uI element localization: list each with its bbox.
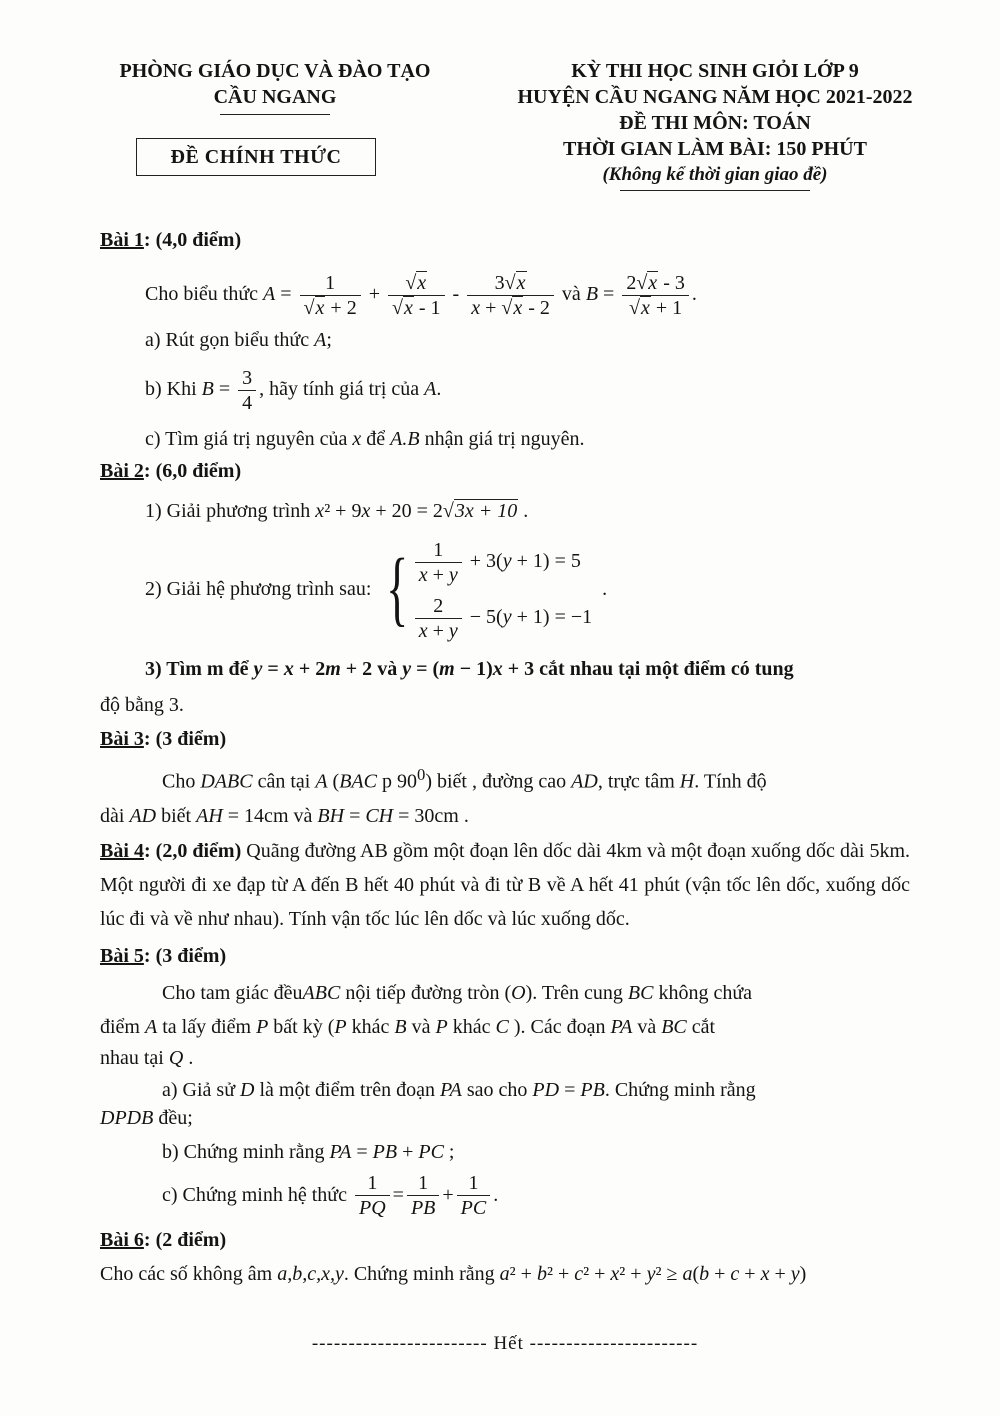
problem-5-line3: nhau tại Q . — [100, 1046, 194, 1069]
problem-5b: b) Chứng minh rằng PA = PB + PC ; — [162, 1140, 455, 1163]
problem-5a: a) Giả sử D là một điểm trên đoạn PA sao cho PD = PB. Chứng minh rằng — [162, 1078, 756, 1101]
exam-duration: THỜI GIAN LÀM BÀI: 150 PHÚT — [563, 138, 867, 160]
problem-1-expression: Cho biểu thức A = $\frac{1}{√x + 2}$ + $\frac{√x}{√x - 1}$ - $\frac{3√x}{x + √x - 2}$ và B = $\frac{2√x - 3}{√x + 1}$ . — [145, 271, 697, 319]
problem-5-heading: Bài 5: (3 điểm) — [100, 944, 227, 967]
problem-6-text: Cho các số không âm a,b,c,x,y. Chứng minh rằng a² + b² + c² + x² + y² ≥ a(b + c + x + y) — [100, 1263, 807, 1286]
exam-title: KỲ THI HỌC SINH GIỎI LỚP 9 — [571, 60, 859, 82]
problem-5-line1: Cho tam giác đềuABC nội tiếp đường tròn (O). Trên cung BC không chứa — [162, 981, 753, 1004]
problem-3-line1: Cho DABC cân tại A (BAC p $90^0$) biết , đường cao AD, trực tâm H. Tính độ — [162, 764, 767, 793]
problem-5a-cont: DPDB đều; — [100, 1106, 193, 1129]
problem-2-1: 1) Giải phương trình x² + 9x + 20 = 2√3x + 10 . — [145, 499, 529, 522]
problem-2-3: 3) Tìm m để y = x + 2m + 2 và y = (m − 1)x + 3 cắt nhau tại một điểm có tung — [145, 657, 794, 680]
problem-3-heading: Bài 3: (3 điểm) — [100, 727, 227, 750]
problem-5c: c) Chứng minh hệ thức $\frac{1}{PQ}$ = $\frac{1}{PB}$ + $\frac{1}{PC}$ . — [162, 1172, 499, 1220]
header-underline — [220, 114, 330, 115]
exam-header — [455, 58, 975, 191]
problem-2-3-cont: độ bằng 3. — [100, 693, 184, 716]
problem-6-heading: Bài 6: (2 điểm) — [100, 1229, 227, 1252]
problem-2-heading: Bài 2: (6,0 điểm) — [100, 459, 242, 482]
department-name: PHÒNG GIÁO DỤC VÀ ĐÀO TẠO — [119, 60, 431, 82]
district-name: CẦU NGANG — [213, 86, 337, 108]
problem-1b: b) Khi B = $\frac{3}{4}$ , hãy tính giá trị của A. — [145, 366, 442, 414]
problem-1c: c) Tìm giá trị nguyên của x để A.B nhận giá trị nguyên. — [145, 427, 585, 450]
department-header — [95, 58, 455, 115]
problem-3-line2: dài AD biết AH = 14cm và BH = CH = 30cm . — [100, 804, 469, 827]
exam-district-year: HUYỆN CẦU NGANG NĂM HỌC 2021-2022 — [517, 86, 913, 108]
exam-note: (Không kể thời gian giao đề) — [602, 164, 828, 185]
problem-4: Bài 4: (2,0 điểm) Quãng đường AB gồm một đoạn lên dốc dài 4km và một đoạn xuống dốc dài 5km. Một người đi xe đạp từ A đến B hết 40 phút và đi từ B về A hết 41 phút (vận tốc lên dốc, xuống dốc lúc đi và về như nhau). Tính vận tốc lúc lên dốc và lúc xuống dốc. — [100, 839, 911, 930]
problem-5-line2: điểm A ta lấy điểm P bất kỳ (P khác B và P khác C ). Các đoạn PA và BC cắt — [100, 1015, 716, 1038]
problem-1a: a) Rút gọn biểu thức A; — [145, 329, 332, 351]
end-marker: ------------------------ Hết ----------------------- — [311, 1333, 699, 1354]
problem-2-2: 2) Giải hệ phương trình sau: { $\frac{1}{x + y}$ + 3(y + 1) = 5 $\frac{2}{x + y}$ − 5(y + 1) = −1 . — [145, 538, 608, 642]
header-underline-right — [620, 190, 810, 191]
official-exam-box: ĐỀ CHÍNH THỨC — [136, 138, 376, 176]
problem-1-heading: Bài 1: (4,0 điểm) — [100, 229, 242, 251]
exam-body — [100, 220, 910, 1288]
exam-subject: ĐỀ THI MÔN: TOÁN — [619, 112, 811, 134]
